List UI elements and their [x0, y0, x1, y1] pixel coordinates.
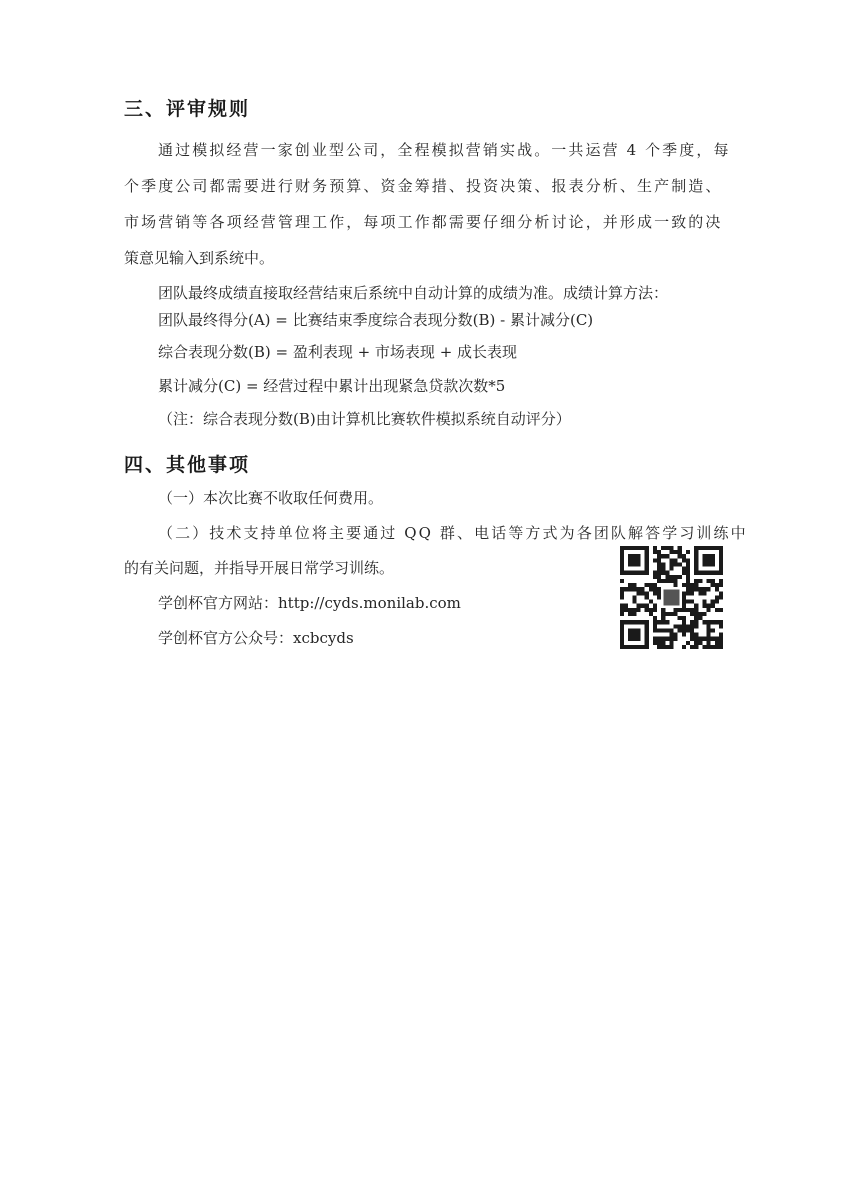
- wechat-account: 学创杯官方公众号：xcbcyds: [158, 629, 354, 647]
- item-2-line1: （二）技术支持单位将主要通过 QQ 群、电话等方式为各团队解答学习训练中: [158, 524, 748, 542]
- website: 学创杯官方网站：http://cyds.monilab.com: [158, 594, 461, 612]
- formula-composite-score: 综合表现分数(B) = 盈利表现 + 市场表现 + 成长表现: [158, 343, 518, 361]
- qr-code-icon: [620, 546, 723, 649]
- para1-line4: 策意见输入到系统中。: [124, 249, 275, 267]
- para1-line1: 通过模拟经营一家创业型公司，全程模拟营销实战。一共运营 4 个季度，每: [158, 141, 731, 159]
- section-3-heading: 三、评审规则: [124, 98, 251, 120]
- para1-line2: 个季度公司都需要进行财务预算、资金筹措、投资决策、报表分析、生产制造、: [124, 177, 723, 195]
- item-2-line2: 的有关问题，并指导开展日常学习训练。: [124, 559, 395, 577]
- item-1: （一）本次比赛不收取任何费用。: [158, 489, 384, 507]
- note: （注：综合表现分数(B)由计算机比赛软件模拟系统自动评分）: [158, 410, 571, 428]
- para2: 团队最终成绩直接取经营结束后系统中自动计算的成绩为准。成绩计算方法：: [158, 284, 669, 302]
- para1-line3: 市场营销等各项经营管理工作，每项工作都需要仔细分析讨论，并形成一致的决: [124, 213, 723, 231]
- formula-total-score: 团队最终得分(A) = 比赛结束季度综合表现分数(B) - 累计减分(C): [158, 311, 594, 329]
- section-4-heading: 四、其他事项: [124, 454, 251, 476]
- formula-deduction: 累计减分(C) = 经营过程中累计出现紧急贷款次数*5: [158, 377, 506, 395]
